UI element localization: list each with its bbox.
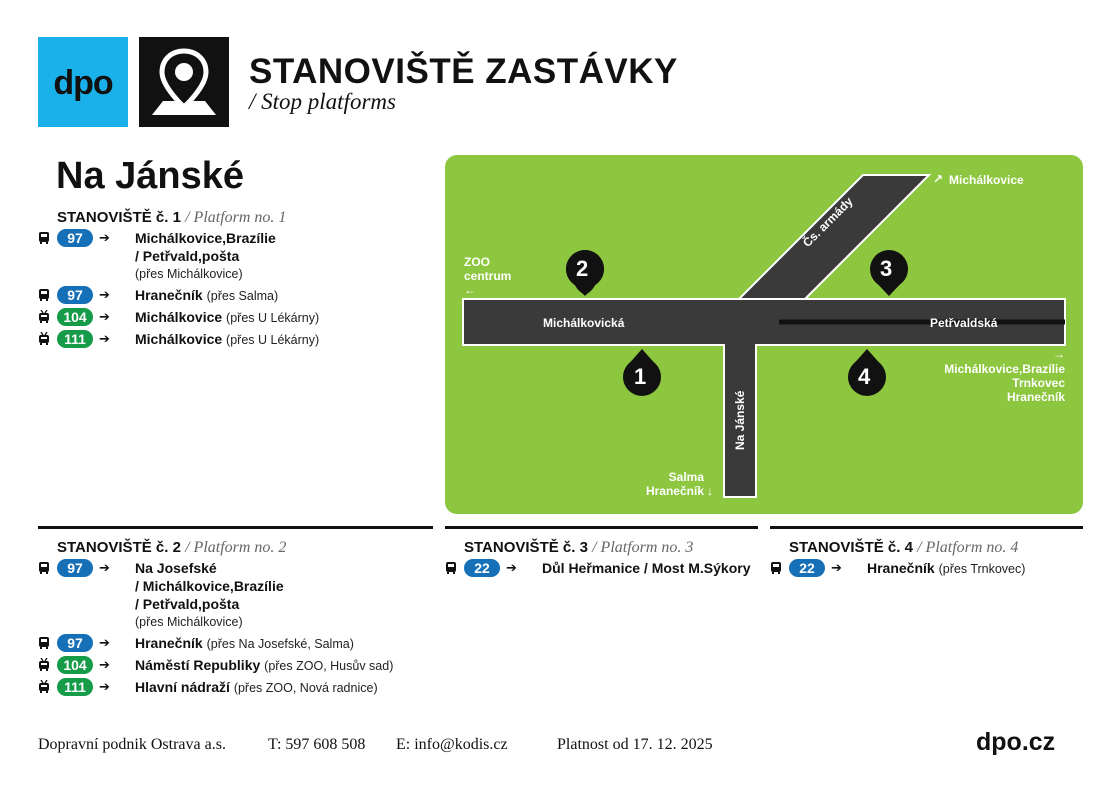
line-badge[interactable]: 97 [57,559,93,577]
arrow-west-icon: ← [464,283,476,297]
departure-row [57,229,427,283]
platform-label-en: / Platform no. 4 [917,539,1019,556]
dpo-logo-text: dpo [53,64,113,102]
line-badge[interactable]: 22 [464,559,500,577]
footer-validity: Platnost od 17. 12. 2025 [557,736,713,753]
arrow-right-icon: ➔ [831,560,842,575]
line-badge[interactable]: 104 [57,656,93,674]
departure-row [57,678,427,697]
platform-label-en: / Platform no. 3 [592,539,694,556]
page-subtitle: / Stop platforms [249,89,396,114]
line-badge[interactable]: 22 [789,559,825,577]
departure-row [789,559,1089,578]
via-stops: (přes U Lékárny) [226,333,320,347]
via-stops: (přes Salma) [206,289,279,303]
departure-row [57,308,427,327]
trolleybus-icon [37,680,51,694]
destination: Hranečník [135,287,203,303]
via-stops: (přes ZOO, Nová radnice) [233,681,378,695]
footer-email: E: info@kodis.cz [396,736,508,753]
divider-middle [445,526,758,529]
destination: Michálkovice [135,309,223,325]
arrow-east-icon: → [1053,347,1065,361]
destination: Michálkovice,Brazílie / Petřvald,pošta [135,230,276,264]
direction-east: Michálkovice,Brazílie Trnkovec Hranečník [944,362,1065,404]
bus-icon [37,288,51,302]
platform-label: STANOVIŠTĚ č. 4 [789,539,913,556]
stop-map [445,155,1083,514]
direction-salma-hranecnik: Salma Hranečník [645,470,704,498]
footer-phone: T: 597 608 508 [268,736,366,753]
marker-label-4: 4 [858,364,871,389]
trolleybus-icon [37,658,51,672]
platform-4-section [789,537,1089,581]
destination: Důl Heřmanice / Most M.Sýkory [542,560,751,576]
direction-zoo-centrum: ZOO centrum [464,255,512,283]
destination: Na Josefské / Michálkovice,Brazílie / Petřvald,pošta [135,560,284,612]
trolleybus-icon [37,310,51,324]
marker-label-1: 1 [634,364,647,389]
dpo-logo [38,37,128,127]
arrow-right-icon: ➔ [99,287,110,302]
footer-company: Dopravní podnik Ostrava a.s. [38,736,226,753]
via-stops: (přes Michálkovice) [135,267,243,281]
platform-label-en: / Platform no. 1 [185,209,287,226]
direction-michalkovice: Michálkovice [949,173,1024,187]
stop-name: Na Jánské [56,155,245,197]
arrow-right-icon: ➔ [99,331,110,346]
arrow-right-icon: ➔ [99,679,110,694]
arrow-right-icon: ➔ [506,560,517,575]
departure-row [57,286,427,305]
page-title: STANOVIŠTĚ ZASTÁVKY [249,52,678,91]
destination: Hranečník [135,635,203,651]
bus-icon [769,561,783,575]
platform-header [57,207,427,229]
line-badge[interactable]: 111 [57,678,93,696]
platform-3-section [464,537,764,580]
via-stops: (přes U Lékárny) [226,311,320,325]
departure-row [57,634,427,653]
line-badge[interactable]: 111 [57,330,93,348]
departure-row [464,559,764,577]
destination: Michálkovice [135,331,223,347]
street-label-petrvaldska: Petřvaldská [930,316,998,330]
line-badge[interactable]: 97 [57,286,93,304]
line-badge[interactable]: 97 [57,634,93,652]
destination: Hranečník [867,560,935,576]
destination: Náměstí Republiky [135,657,261,673]
line-badge[interactable]: 97 [57,229,93,247]
departure-row [57,559,427,631]
platform-label-en: / Platform no. 2 [185,539,287,556]
map-pin-icon [139,37,229,127]
line-badge[interactable]: 104 [57,308,93,326]
divider-left [38,526,433,529]
street-label-na-janske: Na Jánské [733,390,747,450]
trolleybus-icon [37,332,51,346]
via-stops: (přes Trnkovec) [938,562,1026,576]
footer-website-link[interactable]: dpo.cz [976,728,1056,756]
marker-label-2: 2 [576,256,589,281]
arrow-right-icon: ➔ [99,657,110,672]
street-label-michalkovicka: Michálkovická [543,316,625,330]
platform-1-section [57,207,427,352]
bus-icon [444,561,458,575]
bus-icon [37,561,51,575]
platform-header [464,537,764,559]
bus-icon [37,636,51,650]
platform-label: STANOVIŠTĚ č. 2 [57,539,181,556]
platform-label: STANOVIŠTĚ č. 3 [464,539,588,556]
arrow-right-icon: ➔ [99,635,110,650]
platform-header [789,537,1089,559]
arrow-right-icon: ➔ [99,230,110,245]
platform-2-section [57,537,427,700]
via-stops: (přes Michálkovice) [135,615,243,629]
bus-icon [37,231,51,245]
via-stops: (přes ZOO, Husův sad) [264,659,394,673]
platform-label: STANOVIŠTĚ č. 1 [57,209,181,226]
street-map-graphic [445,155,1083,514]
departure-row [57,656,427,675]
arrow-south-icon: ↓ [707,484,713,498]
street-label-cs-armady: Čs. armády [800,194,856,250]
arrow-northeast-icon: ↗ [933,172,944,186]
via-stops: (přes Na Josefské, Salma) [206,637,354,651]
marker-label-3: 3 [880,256,893,281]
arrow-right-icon: ➔ [99,309,110,324]
destination: Hlavní nádraží [135,679,230,695]
platform-header [57,537,427,559]
departure-row [57,330,427,349]
arrow-right-icon: ➔ [99,560,110,575]
divider-right [770,526,1083,529]
